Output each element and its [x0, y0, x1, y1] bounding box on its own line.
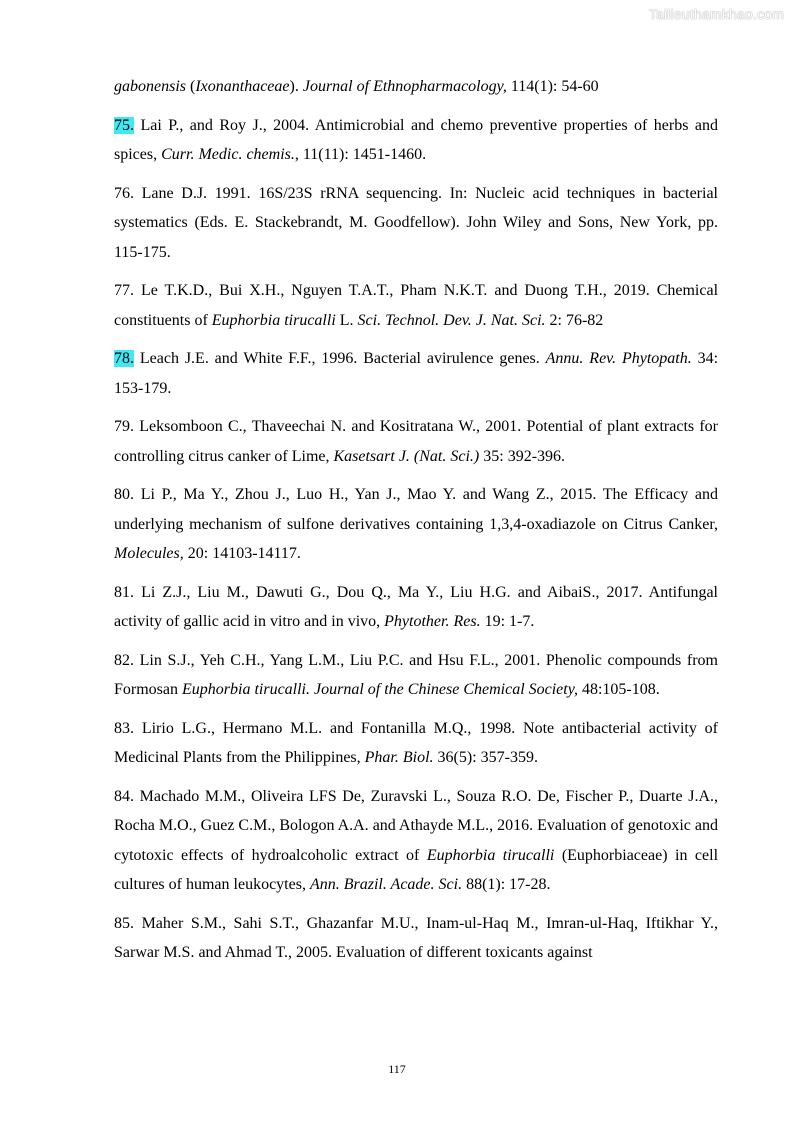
reference-number: 77. — [114, 282, 134, 299]
reference-text: Lane D.J. 1991. 16S/23S rRNA sequencing. In: Nucleic acid techniques in bacterial systematics (Eds. E. Stackebrandt, M. Goodfellow). John Wiley and Sons, New York, pp. 115-175. — [114, 184, 718, 261]
reference-number: 81. — [114, 583, 134, 601]
reference-italic-text: Kasetsart J. (Nat. Sci.) — [333, 447, 480, 465]
reference-number: 78. — [114, 350, 134, 367]
reference-italic-text: Sci. Technol. Dev. J. Nat. Sci. — [357, 311, 546, 329]
reference-text: Li Z.J., Liu M., Dawuti G., Dou Q., Ma Y., Liu H.G. and AibaiS., 2017. Antifungal activity of gallic acid in vitro and in vivo, — [114, 583, 718, 630]
reference-text: Lirio L.G., Hermano M.L. and Fontanilla M.Q., 1998. Note antibacterial activity of Medicinal Plants from the Philippines, — [114, 719, 719, 766]
reference-text: 2: 76-82 — [545, 311, 604, 329]
reference-item — [114, 179, 718, 268]
reference-italic-text: Ann. Brazil. Acade. Sci. — [309, 876, 463, 893]
reference-text: Le T.K.D., Bui X.H., Nguyen T.A.T., Pham N.K.T. and Duong T.H., 2019. Chemical constituents of — [114, 282, 719, 329]
reference-text: 36(5): 357-359. — [433, 749, 538, 766]
reference-number: 85. — [114, 914, 134, 932]
reference-number: 76. — [114, 184, 134, 202]
reference-text: 19: 1-7. — [480, 613, 535, 630]
reference-italic-text: Molecules, — [114, 545, 184, 562]
reference-italic-text: Phytother. Res. — [384, 613, 481, 630]
reference-list — [114, 72, 718, 977]
reference-italic-text: Curr. Medic. chemis. — [161, 146, 295, 163]
reference-item — [114, 412, 718, 471]
reference-number: 83. — [114, 719, 134, 737]
reference-text: Lin S.J., Yeh C.H., Yang L.M., Liu P.C. and Hsu F.L., 2001. Phenolic compounds from Formosan — [114, 651, 718, 698]
reference-item — [114, 578, 718, 637]
reference-text: , 11(11): 1451-1460. — [294, 146, 427, 163]
reference-number: 82. — [114, 651, 134, 669]
reference-italic-text: Phar. Biol. — [364, 749, 434, 766]
reference-item — [114, 111, 718, 170]
reference-italic-text: Euphorbia tirucalli — [426, 846, 555, 864]
reference-text: 88(1): 17-28. — [462, 876, 551, 893]
reference-item — [114, 909, 718, 968]
reference-text: (Euphorbiaceae) in cell cultures of human leukocytes, — [114, 846, 719, 893]
reference-item — [114, 344, 718, 403]
reference-text: L. — [335, 311, 358, 329]
reference-text: 48:105-108. — [577, 681, 660, 698]
reference-item — [114, 646, 718, 705]
reference-italic-text: Ixonanthaceae — [195, 78, 290, 95]
reference-text: 35: 392-396. — [479, 447, 566, 465]
reference-text: Maher S.M., Sahi S.T., Ghazanfar M.U., Inam-ul-Haq M., Imran-ul-Haq, Iftikhar Y., Sarwar M.S. and Ahmad T., 2005. Evaluation of different toxicants against — [114, 914, 719, 961]
reference-text: 34: 153-179. — [114, 350, 719, 397]
reference-text: ( — [186, 78, 196, 95]
reference-number: 80. — [114, 486, 134, 503]
reference-number: 84. — [114, 787, 134, 805]
page-number: 117 — [388, 1062, 406, 1076]
reference-item — [114, 480, 718, 569]
reference-text: Leksomboon C., Thaveechai N. and Kositratana W., 2001. Potential of plant extracts for controlling citrus canker of Lime, — [114, 418, 719, 465]
reference-italic-text: Annu. Rev. Phytopath. — [545, 350, 692, 367]
reference-text: ). — [289, 78, 303, 95]
reference-italic-text: Euphorbia tirucalli — [211, 311, 336, 329]
reference-text: Machado M.M., Oliveira LFS De, Zuravski L., Souza R.O. De, Fischer P., Duarte J.A., Rocha M.O., Guez C.M., Bologon A.A. and Athayde M.L., 2016. Evaluation of genotoxic and cytotoxic effects of hydroalcoholic extract of — [114, 787, 718, 864]
reference-text: Lai P., and Roy J., 2004. Antimicrobial and chemo preventive properties of herbs and spices, — [114, 116, 718, 163]
reference-italic-text: gabonensis — [114, 78, 186, 95]
reference-item — [114, 782, 718, 900]
reference-number: 75. — [114, 116, 134, 134]
reference-number: 79. — [114, 418, 134, 435]
reference-text: Leach J.E. and White F.F., 1996. Bacterial avirulence genes. — [139, 350, 546, 367]
watermark-text: Tailieuthamkhao.com — [648, 6, 784, 22]
reference-italic-text: Journal of Ethnopharmacology, — [302, 78, 507, 95]
reference-item — [114, 72, 718, 102]
reference-italic-text: Euphorbia tirucalli. Journal of the Chinese Chemical Society, — [182, 681, 578, 698]
reference-text: Li P., Ma Y., Zhou J., Luo H., Yan J., Mao Y. and Wang Z., 2015. The Efficacy and underlying mechanism of sulfone derivatives containing 1,3,4-oxadiazole on Citrus Canker, — [114, 486, 719, 533]
reference-item — [114, 276, 718, 335]
reference-item — [114, 714, 718, 773]
reference-text: 114(1): 54-60 — [506, 78, 599, 95]
reference-text: 20: 14103-14117. — [183, 545, 301, 562]
